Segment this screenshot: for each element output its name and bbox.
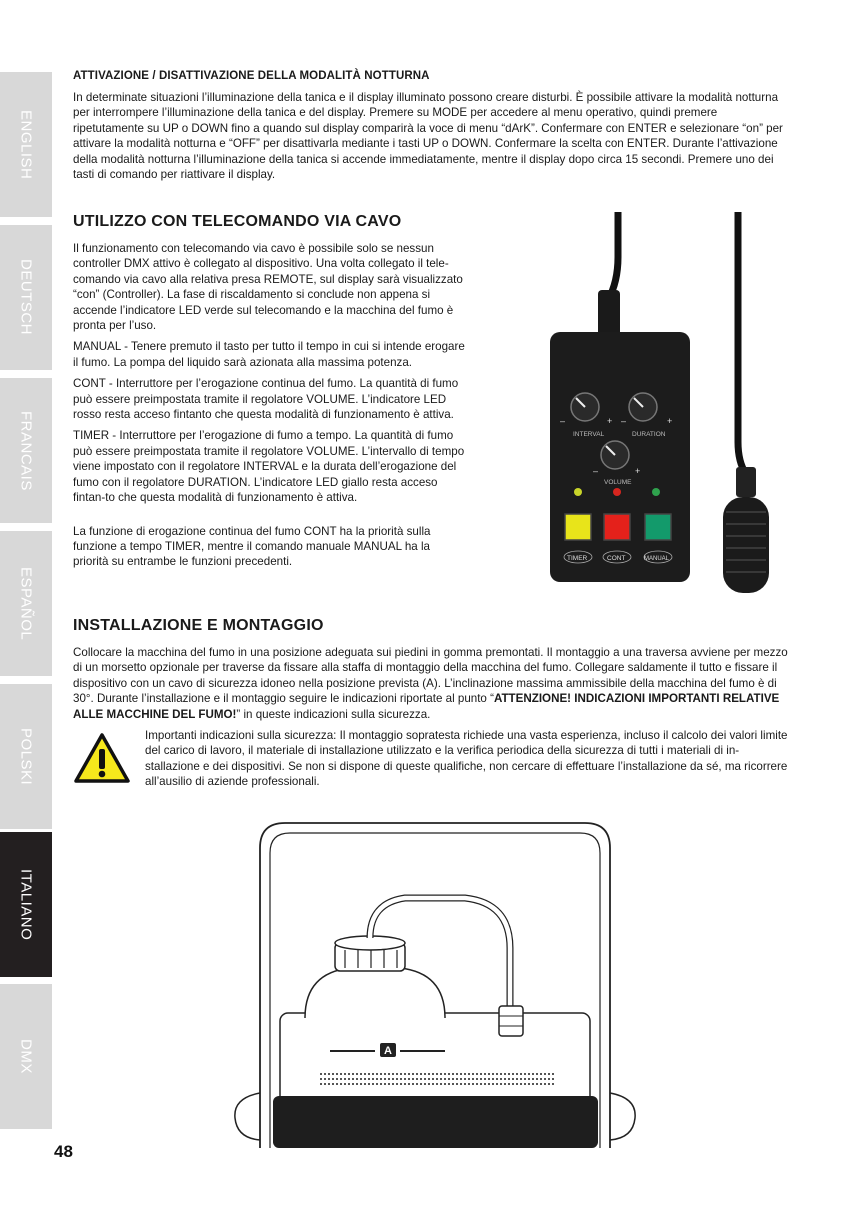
warning-text: Importanti indicazioni sulla sicurezza: Il montaggio sopratesta richiede una vasta esperienza, incluso il calcolo dei valori limite del carico di lavoro, il materiale di installazione utilizzato e la verifica periodica della sicurezza di tutti i materiali di in-stallazione e dei dispositivi. Se non si dispone di queste qualifiche, non cercare di effettuare l’installazione da sé, ma ricorrere all’ausilio di aziende professionali. <box>145 729 788 789</box>
remote-cont: CONT - Interruttore per l’erogazione continua del fumo. La quantità di fumo può essere preimpostata tramite il regolatore VOLUME. L’indicatore LED rosso resta acceso fintanto che questa modalità di funzionamento è attiva. <box>73 377 459 422</box>
warning-triangle-icon <box>73 732 131 784</box>
tab-italiano[interactable]: ITALIANO <box>0 832 52 977</box>
led-yellow <box>574 488 582 496</box>
interval-plus: + <box>607 416 613 426</box>
timer-button[interactable] <box>565 514 591 540</box>
tube-fitting <box>499 1006 523 1036</box>
duration-minus: – <box>621 416 627 426</box>
display-panel <box>273 1096 598 1148</box>
xlr-connector-icon <box>723 497 769 593</box>
duration-label: DURATION <box>632 431 666 438</box>
warning-block <box>73 728 791 796</box>
tab-polski[interactable]: POLSKI <box>0 684 52 829</box>
remote-section <box>73 213 465 576</box>
night-mode-section <box>73 70 791 188</box>
remote-manual: MANUAL - Tenere premuto il tasto per tutto il tempo in cui si intende erogare il fumo. La pompa del liquido sarà azionata alla massima potenza. <box>73 340 465 369</box>
install-section <box>73 617 791 796</box>
page-number: 48 <box>54 1142 73 1161</box>
install-text: Collocare la macchina del fumo in una posizione adeguata sui piedini in gomma premontati. Il montaggio a una traversa avviene per mezzo di un morsetto opzionale per traverse da fissare alla staffa di montaggio della macchina del fumo. Collegare saldamente il tutto e fissare il dispositivo con un cavo di sicurezza idoneo nella posizione prevista (A). L’inclinazione massima ammissibile della macchina del fumo è di 30°. Durante l’installazione e il montaggio seguire le indicazioni riportate al punto “ATTENZIONE! INDICAZIONI IMPORTANTI RELATIVE ALLE MACCHINE DEL FUMO!” in queste indicazioni sulla sicurezza. <box>73 646 788 721</box>
install-heading: INSTALLAZIONE E MONTAGGIO <box>73 617 324 634</box>
night-mode-text: In determinate situazioni l’illuminazione della tanica e il display illuminato possono creare disturbi. È possibile attivare la modalità notturna per interrompere l’illuminazione della tanica e del display. Premere su MODE per accedere al menu operativo, quindi premere ripetutamente su UP o DOWN fino a quando sul display comparirà la voce di menu “dArK”. Confermare con ENTER e selezionare “on” per attivare la modalità notturna e “OFF” per disattivarla mediante i tasti UP o DOWN. Confermare la scelta con ENTER. Durante l’attivazione della modalità notturna l’illuminazione della tanica si accende immediatamente, mentre il display dopo circa 15 secondi. Premere uno dei tasti di comando per riattivare il display. <box>73 91 783 182</box>
manual-label: MANUAL <box>644 556 670 562</box>
volume-minus: – <box>593 466 599 476</box>
remote-timer: TIMER - Interruttore per l’erogazione di fumo a tempo. La quantità di fumo può essere preimpostata tramite il regolatore VOLUME. L’intervallo di tempo viene impostato con il regolatore INTERVAL e la durata dell’erogazione del fumo con il regolatore DURATION. L’indicatore LED giallo resta acceso fintan-to che questa modalità di funzionamento è attiva. <box>73 429 465 505</box>
fluid-tank <box>305 968 445 1018</box>
warning-icon-wrap <box>73 728 145 796</box>
cont-button[interactable] <box>604 514 630 540</box>
tab-espanol[interactable]: ESPAÑOL <box>0 531 52 676</box>
led-green <box>652 488 660 496</box>
duration-plus: + <box>667 416 673 426</box>
remote-intro: Il funzionamento con telecomando via cavo è possibile solo se nessun controller DMX attivo è collegato al dispositivo. Una volta collegato il tele-comando via cavo alla relativa presa REMOTE, sul display sarà visualizzato “con” (Controller). La fase di riscaldamento si conclude non appena si accende l’indicatore LED verde sul telecomando e la macchina del fumo è pronta per l’uso. <box>73 242 463 333</box>
interval-minus: – <box>560 416 566 426</box>
timer-label: TIMER <box>567 555 588 562</box>
interval-label: INTERVAL <box>573 431 605 438</box>
fog-machine-diagram <box>225 818 645 1148</box>
remote-priority: La funzione di erogazione continua del fumo CONT ha la priorità sulla funzione a tempo TIMER, mentre il comando manuale MANUAL ha la priorità su entrambe le funzioni precedenti. <box>73 524 431 569</box>
remote-heading: UTILIZZO CON TELECOMANDO VIA CAVO <box>73 213 402 230</box>
manual-button[interactable] <box>645 514 671 540</box>
volume-label: VOLUME <box>604 479 632 486</box>
cable-strain-relief <box>598 290 620 338</box>
label-a: A <box>384 1045 392 1057</box>
tab-deutsch[interactable]: DEUTSCH <box>0 225 52 370</box>
night-mode-heading: ATTIVAZIONE / DISATTIVAZIONE DELLA MODALITÀ NOTTURNA <box>73 70 430 82</box>
tab-dmx[interactable]: DMX <box>0 984 52 1129</box>
remote-control-image <box>540 212 790 597</box>
connector-collar <box>736 467 756 497</box>
tab-english[interactable]: ENGLISH <box>0 72 52 217</box>
tab-francais[interactable]: FRANCAIS <box>0 378 52 523</box>
led-red <box>613 488 621 496</box>
cont-label: CONT <box>607 555 626 562</box>
volume-plus: + <box>635 466 641 476</box>
